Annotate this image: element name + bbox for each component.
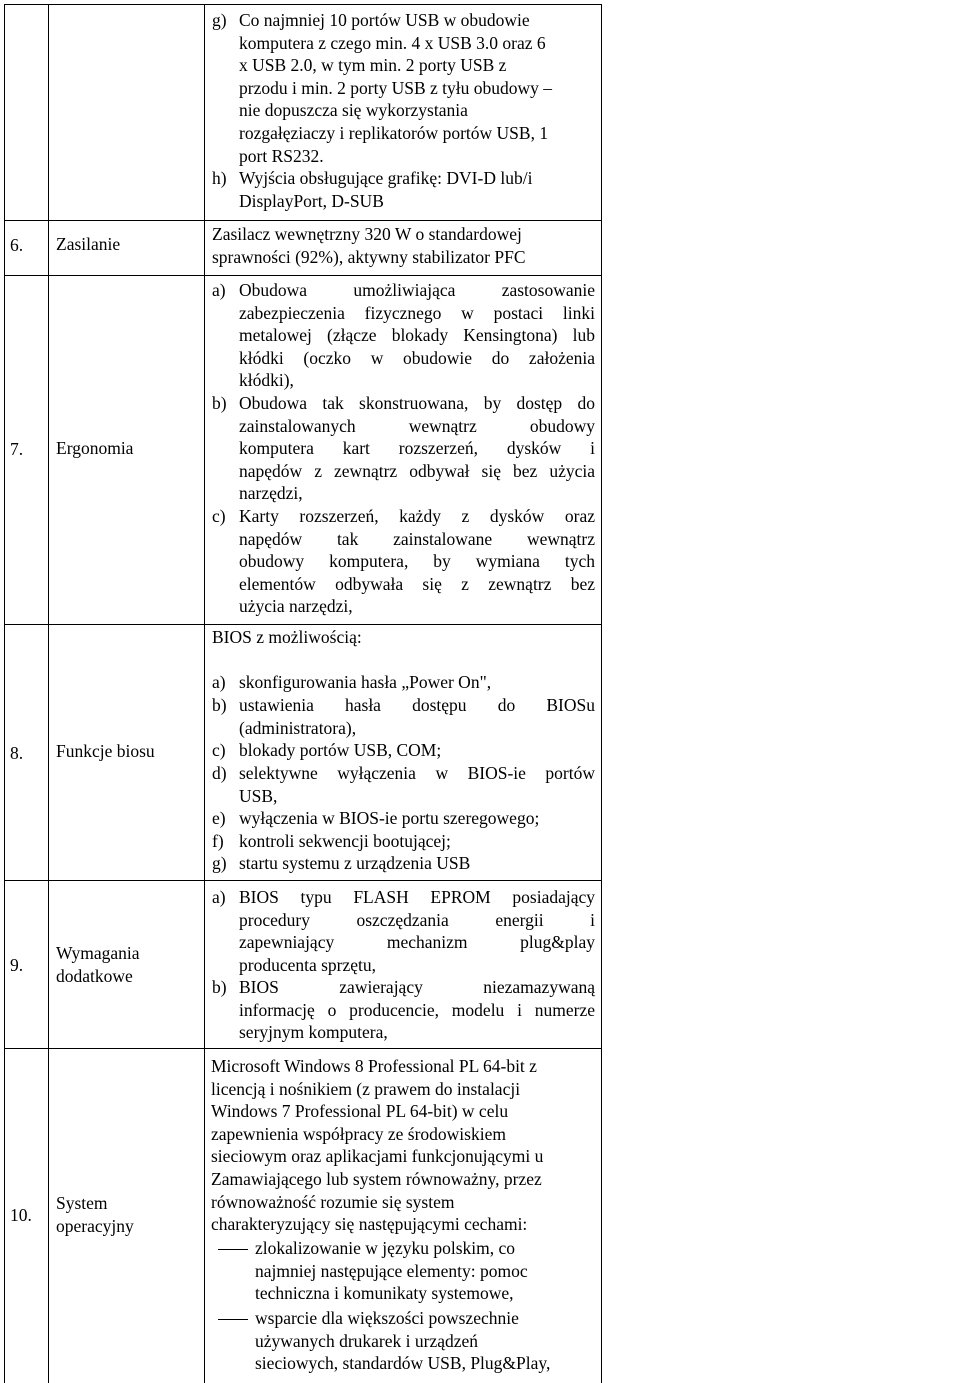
item-line: zainstalowanych wewnątrz obudowy xyxy=(239,415,595,436)
item-line: skonfigurowania hasła „Power On", xyxy=(239,672,492,692)
item-line: użycia narzędzi, xyxy=(239,596,353,617)
item-line: informację o producencie, modelu i numerze xyxy=(239,999,595,1020)
row-intro: BIOS z możliwością: xyxy=(212,627,362,647)
item-line: rozgałęziaczy i replikatorów portów USB, 1 xyxy=(239,122,549,143)
item-line: (administratora), xyxy=(239,717,357,738)
grid-col-divider xyxy=(204,4,205,1383)
grid-row-divider xyxy=(4,880,602,881)
item-line: wyłączenia w BIOS-ie portu szeregowego; xyxy=(239,808,540,828)
row-text-line: równoważność rozumie się system xyxy=(211,1191,455,1212)
item-line: nie dopuszcza się wykorzystania xyxy=(239,100,468,121)
item-line: kontroli sekwencji bootującej; xyxy=(239,831,451,851)
item-line: selektywne wyłączenia w BIOS-ie portów xyxy=(239,763,595,783)
item-line: narzędzi, xyxy=(239,483,303,504)
item-line: Karty rozszerzeń, każdy z dysków oraz xyxy=(239,506,595,526)
item-marker: a) xyxy=(212,280,226,300)
item-line: techniczna i komunikaty systemowe, xyxy=(255,1283,514,1304)
row-number: 7. xyxy=(10,439,24,459)
item-marker: h) xyxy=(212,168,227,188)
dash-bullet xyxy=(218,1249,248,1250)
item-line: obudowy komputera, by wymiana tych xyxy=(239,551,595,572)
grid-row-divider xyxy=(4,1048,602,1049)
row-number: 9. xyxy=(10,955,24,975)
grid-row-divider xyxy=(4,220,602,221)
item-marker: b) xyxy=(212,393,227,413)
item-line: kłódki (oczko w obudowie do założenia xyxy=(239,347,595,368)
row-label-line: operacyjny xyxy=(56,1215,134,1236)
item-line: sieciowych, standardów USB, Plug&Play, xyxy=(255,1353,551,1374)
item-line: najmniej następujące elementy: pomoc xyxy=(255,1260,528,1281)
row-text-line: Zamawiającego lub system równoważny, przez xyxy=(211,1168,542,1189)
grid-row-divider xyxy=(4,624,602,625)
item-line: procedury oszczędzania energii i xyxy=(239,909,595,930)
item-marker: e) xyxy=(212,808,226,828)
row-text-line: Zasilacz wewnętrzny 320 W o standardowej xyxy=(212,224,522,244)
item-line: USB, xyxy=(239,785,278,806)
row-label: Funkcje biosu xyxy=(56,741,155,761)
row-label-line: System xyxy=(56,1193,108,1213)
grid-top-border xyxy=(4,4,602,5)
item-marker: c) xyxy=(212,740,226,760)
item-line: port RS232. xyxy=(239,145,324,166)
row-number: 8. xyxy=(10,743,24,763)
item-line: ustawienia hasła dostępu do BIOSu xyxy=(239,695,595,715)
row-text-line: Windows 7 Professional PL 64-bit) w celu xyxy=(211,1101,509,1122)
item-marker: a) xyxy=(212,887,226,907)
row-text-line: zapewnienia współpracy ze środowiskiem xyxy=(211,1123,506,1144)
row-text-line: licencją i nośnikiem (z prawem do instalacji xyxy=(211,1078,521,1099)
item-line: zabezpieczenia fizycznego w postaci linki xyxy=(239,302,595,323)
item-line: Co najmniej 10 portów USB w obudowie xyxy=(239,10,530,30)
item-line: Obudowa umożliwiająca zastosowanie xyxy=(239,280,595,300)
row-text-line: Microsoft Windows 8 Professional PL 64-bit z xyxy=(211,1056,537,1076)
row-number: 6. xyxy=(10,235,24,255)
row-label: Zasilanie xyxy=(56,234,121,254)
item-marker: b) xyxy=(212,977,227,997)
item-line: BIOS typu FLASH EPROM posiadający xyxy=(239,887,595,907)
item-line: zapewniający mechanizm plug&play xyxy=(239,932,595,953)
item-line: kłódki), xyxy=(239,370,294,391)
item-line: Obudowa tak skonstruowana, by dostęp do xyxy=(239,393,595,413)
item-line: blokady portów USB, COM; xyxy=(239,740,442,760)
item-line: komputera kart rozszerzeń, dysków i xyxy=(239,438,595,459)
grid-left-border xyxy=(4,4,5,1383)
item-marker: g) xyxy=(212,10,227,30)
item-marker: c) xyxy=(212,506,226,526)
item-marker: b) xyxy=(212,695,227,715)
row-label-line: dodatkowe xyxy=(56,965,133,986)
item-line: wsparcie dla większości powszechnie xyxy=(255,1308,519,1328)
dash-bullet xyxy=(218,1319,248,1320)
item-line: startu systemu z urządzenia USB xyxy=(239,853,471,873)
grid-row-divider xyxy=(4,275,602,276)
item-line: x USB 2.0, w tym min. 2 porty USB z xyxy=(239,55,507,76)
item-line: przodu i min. 2 porty USB z tyłu obudowy – xyxy=(239,77,553,98)
row-label-line: Wymagania xyxy=(56,943,140,963)
item-line: BIOS zawierający niezamazywaną xyxy=(239,977,595,997)
item-marker: f) xyxy=(212,831,224,851)
row-number: 10. xyxy=(10,1205,32,1225)
item-line: elementów odbywała się z zewnątrz bez xyxy=(239,573,595,594)
item-line: seryjnym komputera, xyxy=(239,1022,388,1043)
row-text-line: sieciowym oraz aplikacjami funkcjonującymi u xyxy=(211,1146,544,1167)
item-line: Wyjścia obsługujące grafikę: DVI-D lub/i xyxy=(239,168,533,188)
item-line: komputera z czego min. 4 x USB 3.0 oraz 6 xyxy=(239,32,546,53)
item-marker: g) xyxy=(212,853,227,873)
item-line: metalowej (złącze blokady Kensingtona) lub xyxy=(239,325,595,346)
item-line: używanych drukarek i urządzeń xyxy=(255,1330,479,1351)
row-text-line: charakteryzujący się następującymi cechami: xyxy=(211,1214,528,1235)
item-line: napędów z zewnątrz odbywał się bez użycia xyxy=(239,460,595,481)
item-line: napędów tak zainstalowane wewnątrz xyxy=(239,528,595,549)
row-label: Ergonomia xyxy=(56,438,134,458)
row-text-line: sprawności (92%), aktywny stabilizator PFC xyxy=(212,246,526,267)
item-marker: d) xyxy=(212,763,227,783)
item-line: DisplayPort, D-SUB xyxy=(239,190,384,211)
item-line: zlokalizowanie w języku polskim, co xyxy=(255,1238,515,1258)
grid-col-divider xyxy=(48,4,49,1383)
item-marker: a) xyxy=(212,672,226,692)
grid-right-border xyxy=(601,4,602,1383)
item-line: producenta sprzętu, xyxy=(239,954,377,975)
